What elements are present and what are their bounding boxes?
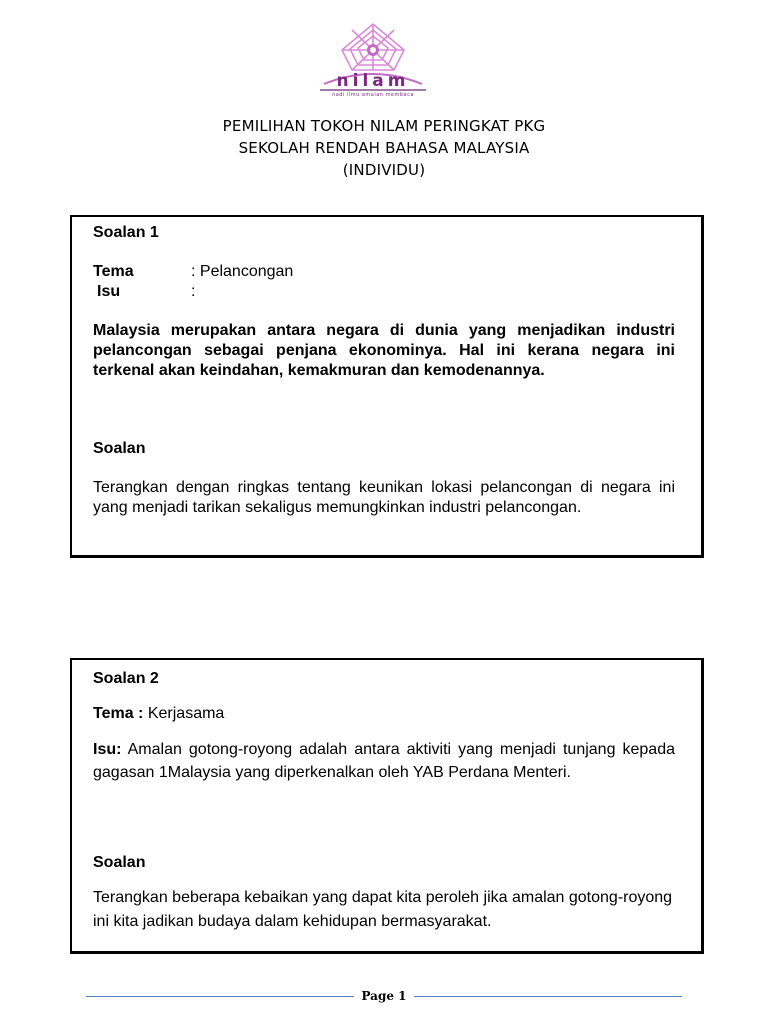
- q1-passage: Malaysia merupakan antara negara di dunia yang menjadikan industri pelancongan sebagai penjana ekonominya. Hal ini kerana negara ini terkenal akan keindahan, kemakmuran dan kemodenannya.: [93, 322, 675, 379]
- logo-tagline: nadi ilmu amalan membaca: [332, 92, 414, 98]
- q1-heading: Soalan 1: [93, 224, 159, 241]
- nilam-logo: [312, 20, 434, 100]
- q2-tema-value: Kerjasama: [143, 705, 225, 722]
- q2-soalan-label: Soalan: [93, 854, 146, 871]
- q2-heading: Soalan 2: [93, 670, 159, 687]
- q1-soalan-label: Soalan: [93, 440, 146, 457]
- q2-isu-value: Amalan gotong-royong adalah antara aktiviti yang menjadi tunjang kepada gagasan 1Malaysia yang diperkenalkan oleh YAB Perdana Menteri.: [93, 741, 675, 781]
- q2-question: Terangkan beberapa kebaikan yang dapat kita peroleh jika amalan gotong-royong ini kita jadikan budaya dalam kehidupan bermasyarakat.: [93, 889, 673, 930]
- logo-wordmark: nilam: [336, 71, 410, 91]
- page-number: Page 1: [361, 989, 407, 1003]
- title-line-2: SEKOLAH RENDAH BAHASA MALAYSIA: [238, 139, 530, 157]
- q2-isu-paragraph: [93, 738, 675, 784]
- q2-tema-line: [93, 704, 224, 724]
- q1-tema-label: Tema: [93, 263, 134, 280]
- footer-rule-left: [86, 996, 354, 997]
- q1-tema-value: : Pelancongan: [191, 263, 294, 280]
- q2-isu-label: Isu:: [93, 741, 122, 758]
- q1-question: Terangkan dengan ringkas tentang keunikan lokasi pelancongan di negara ini yang menjadi tarikan sekaligus memungkinkan industri pelancongan.: [93, 479, 675, 516]
- title-line-1: PEMILIHAN TOKOH NILAM PERINGKAT PKG: [222, 117, 546, 135]
- title-line-3: (INDIVIDU): [342, 161, 426, 179]
- q2-tema-label: Tema :: [93, 705, 144, 722]
- q1-isu-value: :: [191, 283, 196, 300]
- footer-rule-right: [414, 996, 682, 997]
- q1-isu-label: Isu: [97, 283, 121, 300]
